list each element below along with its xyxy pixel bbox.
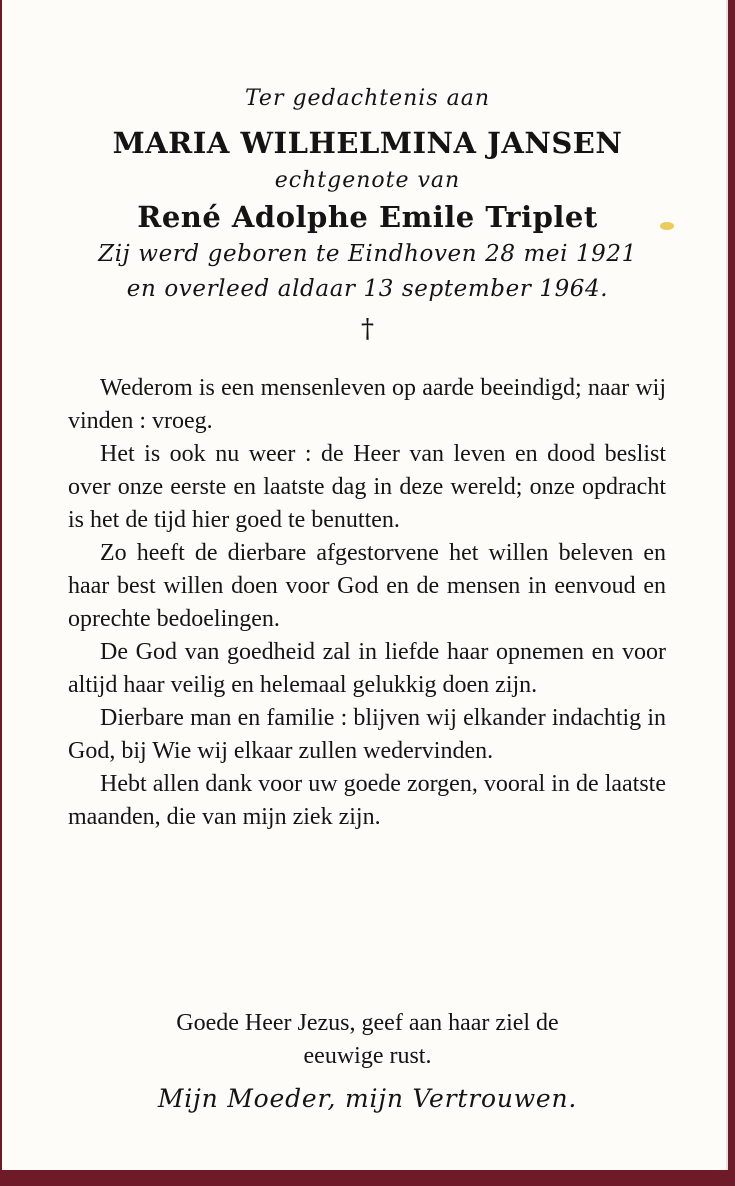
memorial-text xyxy=(68,372,666,834)
paragraph-2: Het is ook nu weer : de Heer van leven en dood beslist over onze eerste en laatste dag in deze wereld; onze opdracht is het de tijd hier goed te benutten. xyxy=(68,441,666,533)
cross-symbol: † xyxy=(361,314,374,344)
spouse-name: René Adolphe Emile Triplet xyxy=(137,200,598,234)
paragraph-1: Wederom is een mensenleven op aarde beeindigd; naar wij vinden : vroeg. xyxy=(68,375,666,434)
paragraph-4: De God van goedheid zal in liefde haar opnemen en voor altijd haar veilig en helemaal gelukkig doen zijn. xyxy=(68,639,666,698)
spouse-of-line: echtgenote van xyxy=(274,168,461,193)
born-line: Zij werd geboren te Eindhoven 28 mei 1921 xyxy=(98,241,637,267)
deceased-name: MARIA WILHELMINA JANSEN xyxy=(112,126,623,160)
paragraph-6: Hebt allen dank voor uw goede zorgen, vooral in de laatste maanden, die van mijn ziek zijn. xyxy=(68,771,666,830)
paragraph-5: Dierbare man en familie : blijven wij elkander indachtig in God, bij Wie wij elkaar zullen wedervinden. xyxy=(68,705,666,764)
prayer-line-2: eeuwige rust. xyxy=(303,1043,432,1069)
closing-motto: Mijn Moeder, mijn Vertrouwen. xyxy=(157,1084,578,1113)
prayer-line-1: Goede Heer Jezus, geef aan haar ziel de xyxy=(176,1010,559,1036)
died-line: en overleed aldaar 13 september 1964. xyxy=(126,276,609,302)
paragraph-3: Zo heeft de dierbare afgestorvene het willen beleven en haar best willen doen voor God en de mensen in eenvoud en oprechte bedoelingen. xyxy=(68,540,666,632)
paper-speck xyxy=(660,222,674,230)
memorial-line: Ter gedachtenis aan xyxy=(244,86,491,111)
